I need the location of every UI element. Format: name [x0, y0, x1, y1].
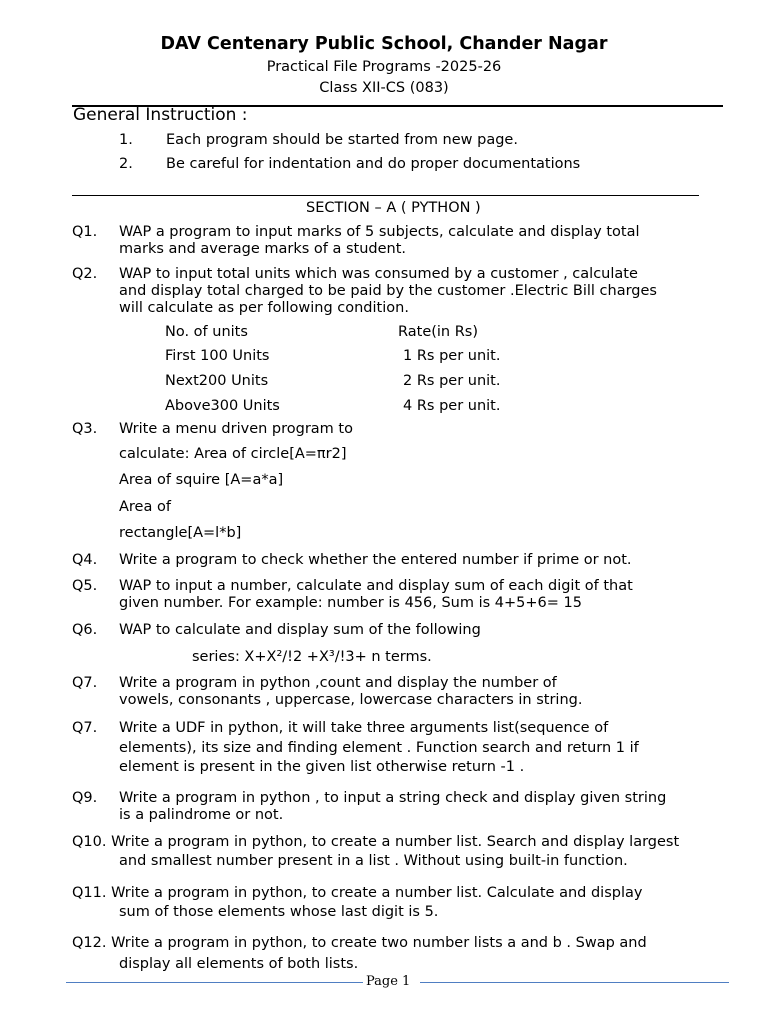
question-q7-count: [72, 675, 712, 709]
question-text: is a palindrome or not.: [119, 807, 284, 823]
question-text: and smallest number present in a list . Without using built-in function.: [119, 853, 628, 869]
question-number: Q4.: [72, 552, 98, 568]
question-text: sum of those elements whose last digit is 5.: [119, 904, 439, 920]
instruction-number: 2.: [119, 156, 133, 172]
question-number: Q7.: [72, 675, 98, 691]
document-subtitle: Practical File Programs -2025-26: [266, 59, 502, 75]
question-text: Write a UDF in python, it will take three arguments list(sequence of: [119, 720, 609, 736]
question-number: Q6.: [72, 622, 98, 638]
instructions-heading: General Instruction :: [73, 105, 248, 125]
table-cell-rate: 1 Rs per unit.: [403, 348, 501, 364]
section-title: SECTION – A ( PYTHON ): [306, 200, 481, 216]
table-cell-units: Next200 Units: [165, 373, 269, 389]
question-text: marks and average marks of a student.: [119, 241, 407, 257]
table-cell-units: First 100 Units: [165, 348, 270, 364]
question-q7-udf: [72, 719, 712, 777]
question-text: will calculate as per following condition.: [119, 300, 409, 316]
question-text: Area of squire [A=a*a]: [119, 472, 284, 488]
question-number: Q1.: [72, 224, 98, 240]
question-text: Write a program to check whether the entered number if prime or not.: [119, 552, 632, 568]
table-cell-rate: 4 Rs per unit.: [403, 398, 501, 414]
footer-rule-left: [66, 982, 363, 983]
class-line: Class XII-CS (083): [319, 80, 449, 96]
question-text: Q12. Write a program in python, to create two number lists a and b . Swap and: [72, 935, 647, 951]
question-text: given number. For example: number is 456, Sum is 4+5+6= 15: [119, 595, 582, 611]
instruction-text: Each program should be started from new page.: [166, 132, 518, 148]
school-name: DAV Centenary Public School, Chander Nagar: [160, 34, 608, 54]
question-text: WAP to input a number, calculate and display sum of each digit of that: [119, 578, 633, 594]
question-text: vowels, consonants , uppercase, lowercase characters in string.: [119, 692, 583, 708]
table-header-rate: Rate(in Rs): [398, 324, 479, 340]
instruction-number: 1.: [119, 132, 133, 148]
instruction-text: Be careful for indentation and do proper documentations: [166, 156, 581, 172]
question-number: Q2.: [72, 266, 98, 282]
page-number: Page 1: [366, 974, 411, 989]
question-text: display all elements of both lists.: [119, 956, 359, 972]
question-number: Q7.: [72, 720, 98, 736]
question-text: elements), its size and finding element . Function search and return 1 if: [119, 739, 639, 756]
question-number: Q5.: [72, 578, 98, 594]
question-text: Write a program in python ,count and display the number of: [119, 675, 557, 691]
question-text: Write a program in python , to input a string check and display given string: [119, 790, 667, 806]
question-number: Q3.: [72, 421, 98, 437]
question-text: Q11. Write a program in python, to create a number list. Calculate and display: [72, 885, 643, 901]
question-text: rectangle[A=l*b]: [119, 525, 242, 541]
question-text: series: X+X²/!2 +X³/!3+ n terms.: [192, 649, 432, 665]
question-text: Write a menu driven program to: [119, 421, 353, 437]
section-divider: [72, 195, 699, 196]
question-text: element is present in the given list otherwise return -1 .: [119, 759, 525, 775]
question-text: WAP to input total units which was consumed by a customer , calculate: [119, 266, 638, 282]
question-q9: [72, 790, 712, 824]
table-cell-rate: 2 Rs per unit.: [403, 373, 501, 389]
question-q5: [72, 578, 712, 612]
question-text: and display total charged to be paid by the customer .Electric Bill charges: [119, 283, 657, 299]
footer-rule-right: [420, 982, 729, 983]
question-number: Q9.: [72, 790, 98, 806]
question-text: WAP to calculate and display sum of the following: [119, 622, 481, 638]
question-q2: [72, 266, 712, 317]
question-text: Area of: [119, 499, 171, 515]
question-text: calculate: Area of circle[A=πr2]: [119, 446, 347, 462]
table-header-units: No. of units: [165, 324, 248, 340]
question-text: Q10. Write a program in python, to create a number list. Search and display largest: [72, 834, 680, 850]
question-text: WAP a program to input marks of 5 subjects, calculate and display total: [119, 224, 640, 240]
question-q1: [72, 224, 712, 258]
table-cell-units: Above300 Units: [165, 398, 280, 414]
